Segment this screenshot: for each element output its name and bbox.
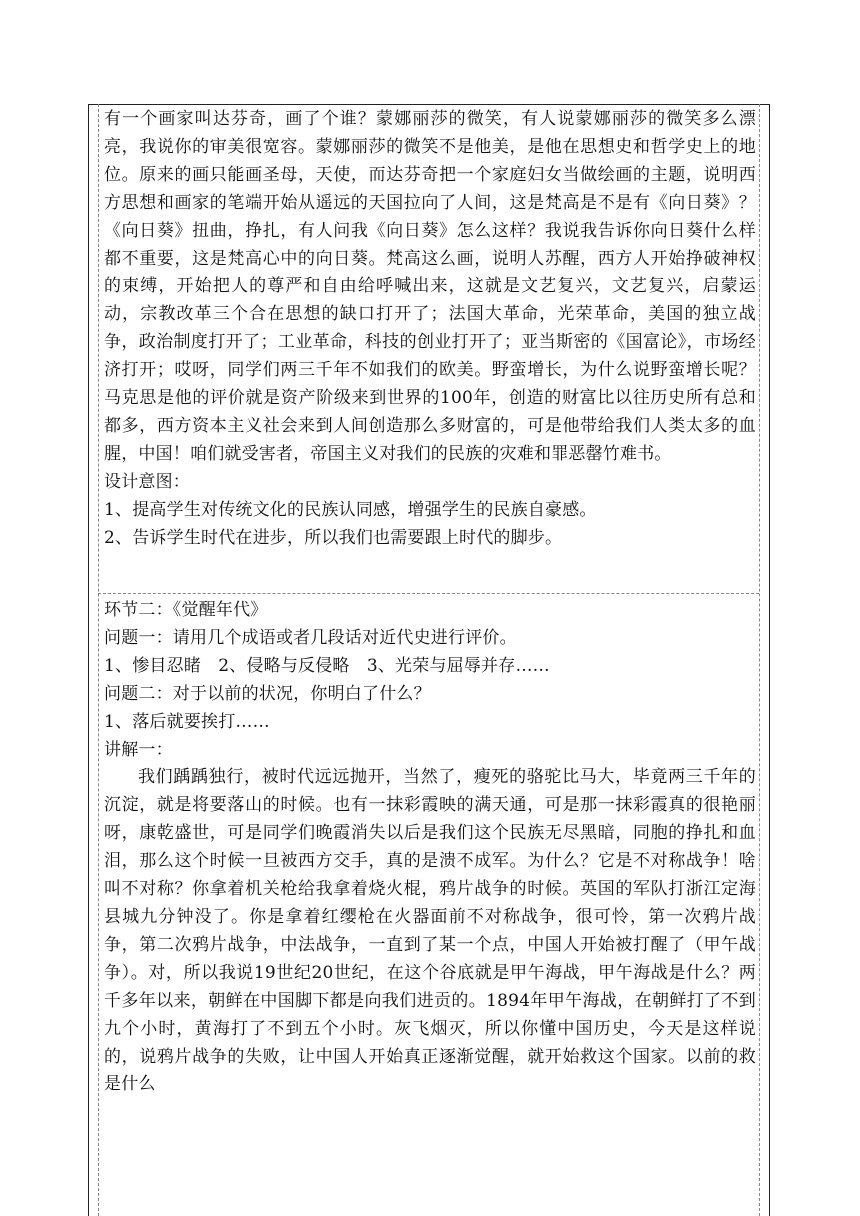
- table-border-right: [769, 104, 770, 1216]
- question-1: 问题一：请用几个成语或者几段话对近代史进行评价。: [104, 627, 517, 648]
- lecture-paragraph: 我们踽踽独行，被时代远远抛开，当然了，瘦死的骆驼比马大，毕竟两三千年的沉淀，就是将要落山的时候。也有一抹彩霞映的满天通，可是那一抹彩霞真的很艳丽呀，康乾盛世，可是同学们晚霞消失以后是我们这个民族无尽黑暗，同胞的挣扎和血泪，那么这个时候一旦被西方交手，真的是溃不成军。为什么？它是不对称战争！啥叫不对称？你拿着机关枪给我拿着烧火棍，鸦片战争的时候。英国的军队打浙江定海县城九分钟没了。你是拿着红缨枪在火器面前不对称战争，很可怜，第一次鸦片战争，第二次鸦片战争，中法战争，一直到了某一个点，中国人开始被打醒了（甲午战争）。对，所以我说19世纪20世纪，在这个谷底就是甲午海战，甲午海战是什么？两千多年以来，朝鲜在中国脚下都是向我们进贡的。1894年甲午海战，在朝鲜打了不到九个小时，黄海打了不到五个小时。灰飞烟灭，所以你懂中国历史，今天是这样说的，说鸦片战争的失败，让中国人开始真正逐渐觉醒，就开始救这个国家。以前的救是什么: [104, 767, 756, 1095]
- body-paragraph: 有一个画家叫达芬奇，画了个谁？蒙娜丽莎的微笑，有人说蒙娜丽莎的微笑多么漂亮，我说你的审美很宽容。蒙娜丽莎的微笑不是他美，是他在思想史和哲学史上的地位。原来的画只能画圣母，天使，而达芬奇把一个家庭妇女当做绘画的主题，说明西方思想和画家的笔端开始从遥远的天国拉向了人间，这是梵高是不是有《向日葵》？《向日葵》扭曲，挣扎，有人问我《向日葵》怎么这样？我说我告诉你向日葵什么样都不重要，这是梵高心中的向日葵。梵高这么画，说明人苏醒，西方人开始挣破神权的束缚，开始把人的尊严和自由给呼喊出来，这就是文艺复兴，文艺复兴，启蒙运动，宗教改革三个合在思想的缺口打开了；法国大革命，光荣革命，美国的独立战争，政治制度打开了；工业革命，科技的创业打开了；亚当斯密的《国富论》，市场经济打开；哎呀，同学们两三千年不如我们的欧美。野蛮增长，为什么说野蛮增长呢？马克思是他的评价就是资产阶级来到世界的100年，创造的财富比以往历史所有总和都多，西方资本主义社会来到人间创造那么多财富的，可是他带给我们人类太多的血腥，中国！咱们就受害者，帝国主义对我们的民族的灾难和罪恶罄竹难书。: [104, 109, 756, 464]
- table-border-top: [88, 104, 770, 105]
- table-cell-section1: [104, 106, 756, 553]
- answer-1: 1、惨目忍睹 2、侵略与反侵略 3、光荣与屈辱并存……: [104, 655, 550, 676]
- row-separator: [98, 593, 759, 594]
- table-border-left: [88, 104, 89, 1216]
- cell-border-left: [98, 104, 99, 1216]
- section-title: 环节二：《觉醒年代》: [104, 600, 268, 620]
- design-intent-item-2: 2、告诉学生时代在进步，所以我们也需要跟上时代的脚步。: [104, 527, 563, 548]
- table-cell-section2: [104, 597, 756, 1099]
- cell-border-right: [759, 104, 760, 1216]
- question-2: 问题二：对于以前的状况，你明白了什么？: [104, 683, 431, 704]
- design-intent-heading: 设计意图：: [104, 471, 190, 492]
- design-intent-item-1: 1、提高学生对传统文化的民族认同感，增强学生的民族自豪感。: [104, 499, 597, 520]
- answer-2: 1、落后就要挨打……: [104, 711, 270, 732]
- lecture-heading: 讲解一：: [104, 739, 173, 760]
